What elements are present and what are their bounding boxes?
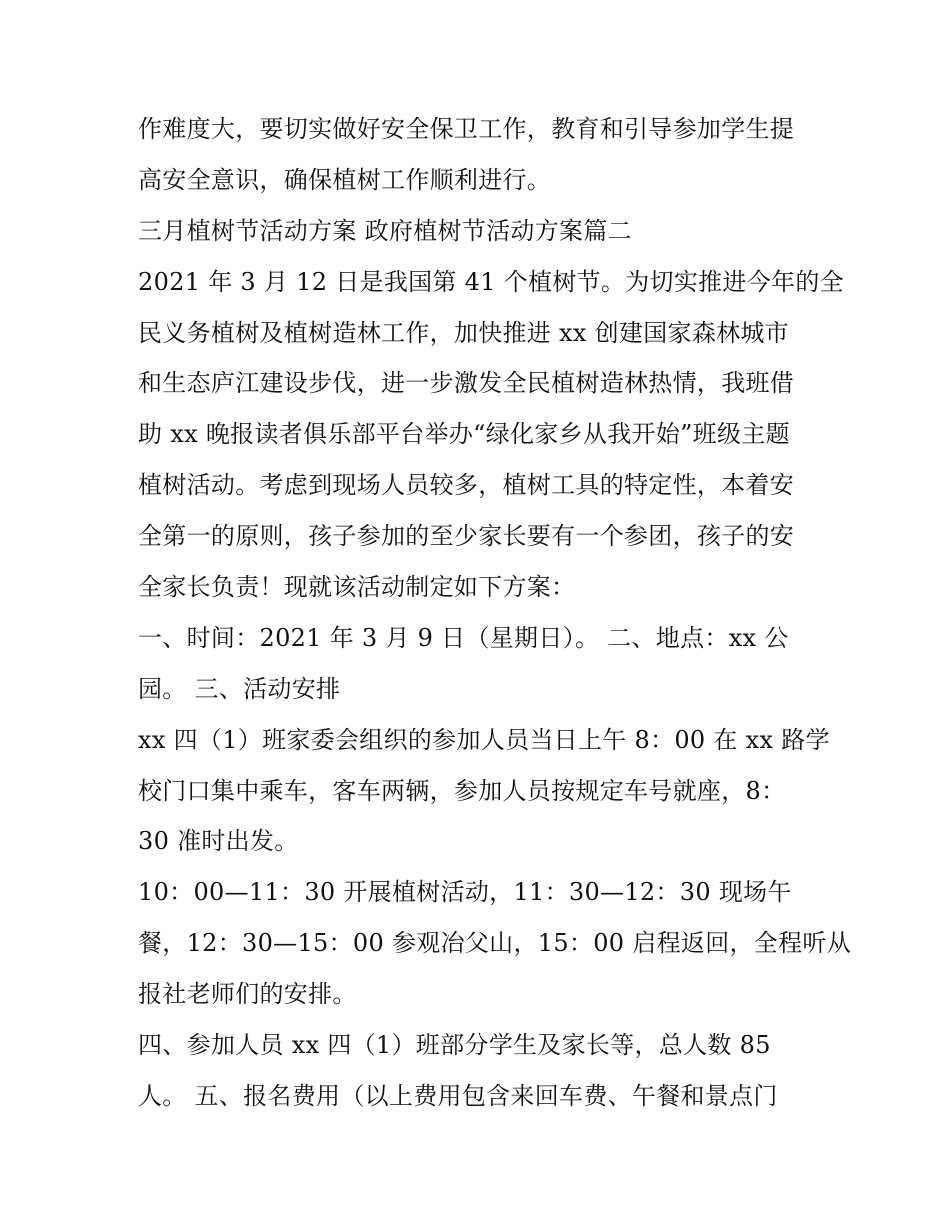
text-line: 全第一的原则，孩子参加的至少家长要有一个参团，孩子的安 [138,522,795,551]
text-line: 一、时间：2021 年 3 月 9 日（星期日）。 二、地点：xx 公 [138,623,789,652]
document-body [138,104,851,1122]
text-line: 作难度大，要切实做好安全保卫工作，教育和引导参加学生提 [138,115,795,143]
text-line: xx 四（1）班家委会组织的参加人员当日上午 8：00 在 xx 路学 [138,725,830,754]
text-line: 园。 三、活动安排 [138,674,341,703]
text-line: 民义务植树及植树造林工作，加快推进 xx 创建国家森林城市 [138,318,790,347]
text-line: 和生态庐江建设步伐，进一步激发全民植树造林热情，我班借 [138,369,795,398]
text-line: 校门口集中乘车，客车两辆，参加人员按规定车号就座，8： [138,776,786,805]
section-heading: 三月植树节活动方案 政府植树节活动方案篇二 [138,216,632,245]
text-line: 全家长负责！现就该活动制定如下方案： [138,573,576,602]
text-line: 助 xx 晚报读者俱乐部平台举办“绿化家乡从我开始”班级主题 [138,420,790,449]
text-line: 高安全意识，确保植树工作顺利进行。 [138,165,552,194]
text-line: 报社老师们的安排。 [138,980,357,1009]
text-line: 餐，12：30—15：00 参观冶父山，15：00 启程返回，全程听从 [138,929,851,958]
text-line: 植树活动。考虑到现场人员较多，植树工具的特定性，本着安 [138,471,795,500]
text-line: 2021 年 3 月 12 日是我国第 41 个植树节。为切实推进今年的全 [138,267,844,296]
text-line: 人。 五、报名费用（以上费用包含来回车费、午餐和景点门 [138,1081,778,1110]
text-line: 四、参加人员 xx 四（1）班部分学生及家长等，总人数 85 [138,1031,771,1060]
text-line: 10：00—11：30 开展植树活动，11：30—12：30 现场午 [138,878,792,907]
text-line: 30 准时出发。 [138,827,299,856]
